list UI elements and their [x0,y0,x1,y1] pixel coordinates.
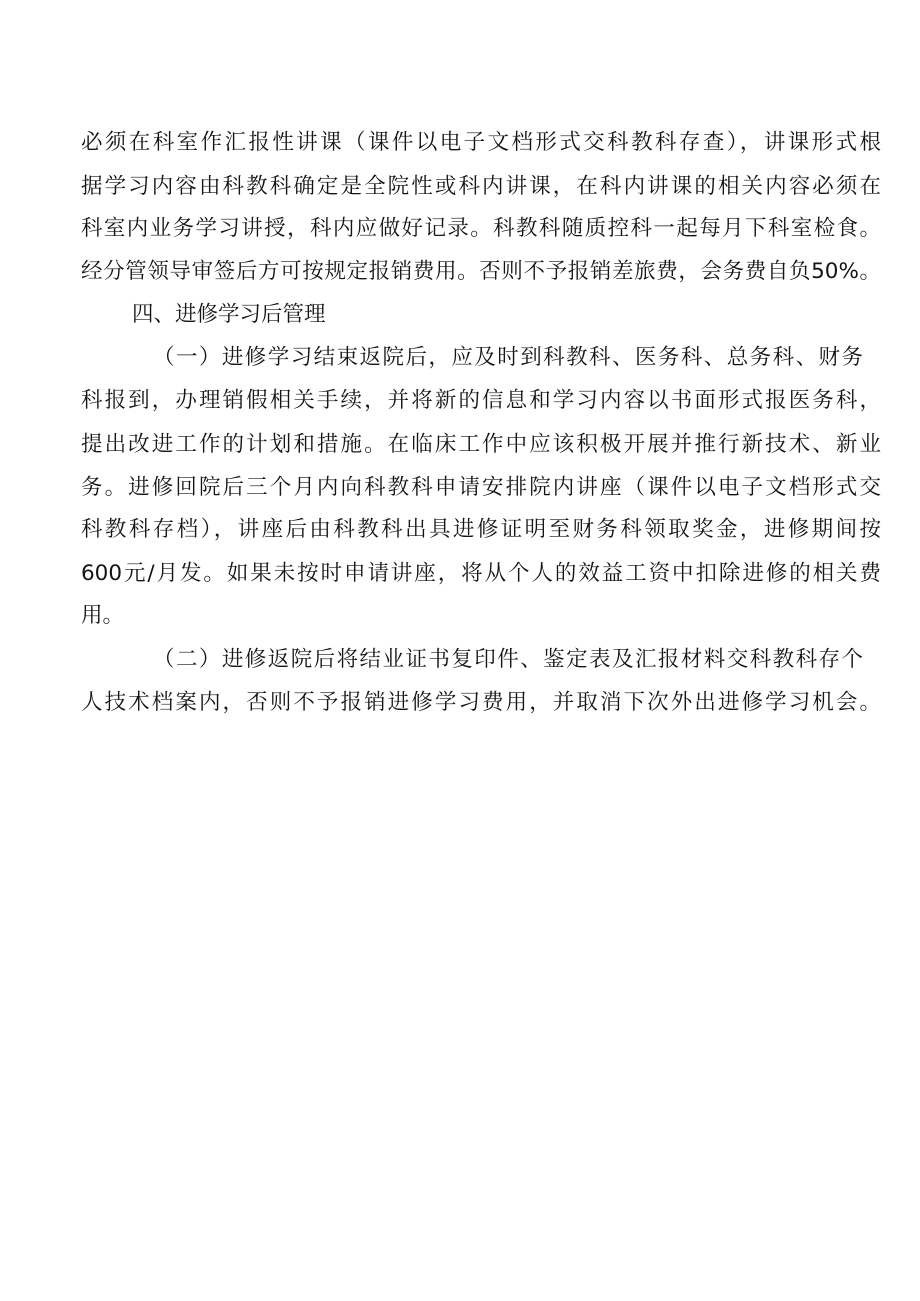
paragraph-line: 人技术档案内，否则不予报销进修学习费用，并取消下次外出进修学习机会。 [81,690,881,715]
paragraph-line: 务。进修回院后三个月内向科教科申请安排院内讲座（课件以电子文档形式交 [81,475,881,500]
section-heading: 四、进修学习后管理 [132,302,326,327]
paragraph-line: （一）进修学习结束返院后，应及时到科教科、医务科、总务科、财务 [153,345,863,370]
paragraph-line: 据学习内容由科教科确定是全院性或科内讲课，在科内讲课的相关内容必须在 [81,174,881,199]
paragraph-line: 必须在科室作汇报性讲课（课件以电子文档形式交科教科存查），讲课形式根 [81,130,881,155]
paragraph-line: 科教科存档），讲座后由科教科出具进修证明至财务科领取奖金，进修期间按 [81,517,881,542]
paragraph-line: 经分管领导审签后方可按规定报销费用。否则不予报销差旅费，会务费自负50%。 [81,259,881,284]
paragraph-line: 600元/月发。如果未按时申请讲座，将从个人的效益工资中扣除进修的相关费 [81,561,881,586]
paragraph-line: （二）进修返院后将结业证书复印件、鉴定表及汇报材料交科教科存个 [153,647,863,672]
paragraph-line: 科报到，办理销假相关手续，并将新的信息和学习内容以书面形式报医务科， [81,388,881,413]
paragraph-line: 用。 [81,603,125,628]
paragraph-line: 提出改进工作的计划和措施。在临床工作中应该积极开展并推行新技术、新业 [81,432,881,457]
paragraph-line: 科室内业务学习讲授，科内应做好记录。科教科随质控科一起每月下科室检食。 [81,216,881,241]
